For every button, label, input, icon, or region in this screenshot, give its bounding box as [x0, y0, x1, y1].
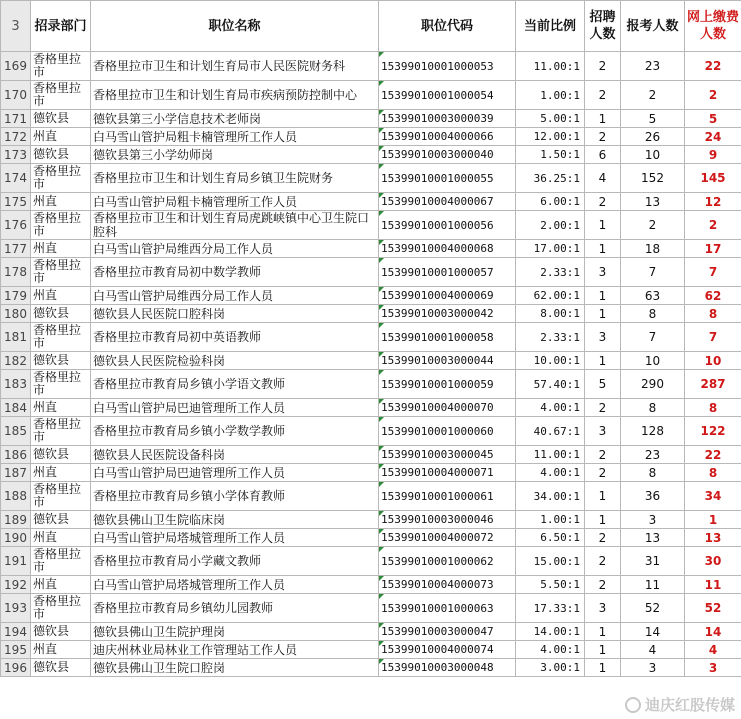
- row-number-cell[interactable]: 186: [1, 446, 31, 464]
- ratio-cell[interactable]: 8.00:1: [516, 305, 585, 323]
- dept-cell[interactable]: 香格里拉市: [31, 547, 91, 576]
- row-number-cell[interactable]: 171: [1, 110, 31, 128]
- applied-cell[interactable]: 14: [621, 623, 685, 641]
- dept-cell[interactable]: 州直: [31, 287, 91, 305]
- paid-header[interactable]: 网上缴费人数: [685, 1, 741, 52]
- title-cell[interactable]: 德钦县佛山卫生院临床岗: [91, 511, 379, 529]
- ratio-cell[interactable]: 5.50:1: [516, 576, 585, 594]
- title-cell[interactable]: 德钦县人民医院设备科岗: [91, 446, 379, 464]
- hire-cell[interactable]: 2: [585, 81, 621, 110]
- table-row: [1, 110, 741, 128]
- dept-cell[interactable]: 香格里拉市: [31, 417, 91, 446]
- paid-cell[interactable]: 52: [685, 594, 741, 623]
- title-cell[interactable]: 香格里拉市教育局小学藏文教师: [91, 547, 379, 576]
- dept-cell[interactable]: 德钦县: [31, 623, 91, 641]
- applied-cell[interactable]: 7: [621, 258, 685, 287]
- code-cell[interactable]: 15399010001000063: [379, 594, 516, 623]
- title-cell[interactable]: 白马雪山管护局巴迪管理所工作人员: [91, 399, 379, 417]
- paid-cell[interactable]: 24: [685, 128, 741, 146]
- title-cell[interactable]: 德钦县人民医院检验科岗: [91, 352, 379, 370]
- ratio-cell[interactable]: 4.00:1: [516, 464, 585, 482]
- hire-cell[interactable]: 1: [585, 110, 621, 128]
- title-cell[interactable]: 香格里拉市教育局初中英语教师: [91, 323, 379, 352]
- hire-cell[interactable]: 2: [585, 399, 621, 417]
- row-number-header[interactable]: 3: [1, 1, 31, 52]
- row-number-cell[interactable]: 195: [1, 641, 31, 659]
- ratio-cell[interactable]: 62.00:1: [516, 287, 585, 305]
- code-cell[interactable]: 15399010004000070: [379, 399, 516, 417]
- applied-cell[interactable]: 2: [621, 211, 685, 240]
- code-cell[interactable]: 15399010003000044: [379, 352, 516, 370]
- applied-cell[interactable]: 4: [621, 641, 685, 659]
- code-cell[interactable]: 15399010001000061: [379, 482, 516, 511]
- paid-cell[interactable]: 8: [685, 399, 741, 417]
- hire-cell[interactable]: 2: [585, 547, 621, 576]
- code-cell[interactable]: 15399010003000040: [379, 146, 516, 164]
- hire-cell[interactable]: 1: [585, 211, 621, 240]
- table-row: [1, 193, 741, 211]
- row-number-cell[interactable]: 193: [1, 594, 31, 623]
- hire-cell[interactable]: 1: [585, 305, 621, 323]
- dept-cell[interactable]: 德钦县: [31, 659, 91, 677]
- ratio-cell[interactable]: 15.00:1: [516, 547, 585, 576]
- title-cell[interactable]: 白马雪山管护局维西分局工作人员: [91, 287, 379, 305]
- applied-cell[interactable]: 23: [621, 446, 685, 464]
- dept-cell[interactable]: 德钦县: [31, 110, 91, 128]
- applied-cell[interactable]: 152: [621, 164, 685, 193]
- paid-cell[interactable]: 13: [685, 529, 741, 547]
- code-cell[interactable]: 15399010004000069: [379, 287, 516, 305]
- code-cell[interactable]: 15399010004000067: [379, 193, 516, 211]
- row-number-cell[interactable]: 190: [1, 529, 31, 547]
- title-cell[interactable]: 香格里拉市卫生和计划生育局市人民医院财务科: [91, 52, 379, 81]
- dept-cell[interactable]: 州直: [31, 399, 91, 417]
- title-cell[interactable]: 香格里拉市卫生和计划生育局虎跳峡镇中心卫生院口腔科: [91, 211, 379, 240]
- paid-cell[interactable]: 1: [685, 511, 741, 529]
- table-row: [1, 240, 741, 258]
- code-cell[interactable]: 15399010001000057: [379, 258, 516, 287]
- ratio-cell[interactable]: 57.40:1: [516, 370, 585, 399]
- paid-cell[interactable]: 12: [685, 193, 741, 211]
- paid-cell[interactable]: 34: [685, 482, 741, 511]
- row-number-cell[interactable]: 184: [1, 399, 31, 417]
- row-number-cell[interactable]: 185: [1, 417, 31, 446]
- table-row: [1, 417, 741, 446]
- title-cell[interactable]: 香格里拉市教育局乡镇小学体育教师: [91, 482, 379, 511]
- paid-cell[interactable]: 3: [685, 659, 741, 677]
- code-cell[interactable]: 15399010004000068: [379, 240, 516, 258]
- row-number-cell[interactable]: 187: [1, 464, 31, 482]
- applied-cell[interactable]: 23: [621, 52, 685, 81]
- ratio-cell[interactable]: 10.00:1: [516, 352, 585, 370]
- paid-cell[interactable]: 22: [685, 446, 741, 464]
- hire-cell[interactable]: 2: [585, 464, 621, 482]
- dept-cell[interactable]: 香格里拉市: [31, 482, 91, 511]
- applied-cell[interactable]: 63: [621, 287, 685, 305]
- table-row: [1, 52, 741, 81]
- paid-cell[interactable]: 8: [685, 305, 741, 323]
- title-cell[interactable]: 白马雪山管护局塔城管理所工作人员: [91, 529, 379, 547]
- paid-cell[interactable]: 9: [685, 146, 741, 164]
- title-cell[interactable]: 白马雪山管护局维西分局工作人员: [91, 240, 379, 258]
- dept-cell[interactable]: 香格里拉市: [31, 323, 91, 352]
- code-cell[interactable]: 15399010004000066: [379, 128, 516, 146]
- table-row: [1, 659, 741, 677]
- row-number-cell[interactable]: 183: [1, 370, 31, 399]
- paid-cell[interactable]: 17: [685, 240, 741, 258]
- row-number-cell[interactable]: 177: [1, 240, 31, 258]
- paid-cell[interactable]: 7: [685, 323, 741, 352]
- hire-cell[interactable]: 3: [585, 594, 621, 623]
- dept-cell[interactable]: 州直: [31, 128, 91, 146]
- watermark-text: 迪庆红股传媒: [644, 696, 735, 714]
- table-row: [1, 352, 741, 370]
- applied-cell[interactable]: 128: [621, 417, 685, 446]
- ratio-cell[interactable]: 2.33:1: [516, 258, 585, 287]
- applied-cell[interactable]: 13: [621, 193, 685, 211]
- row-number-cell[interactable]: 196: [1, 659, 31, 677]
- title-cell[interactable]: 德钦县人民医院口腔科岗: [91, 305, 379, 323]
- applied-cell[interactable]: 290: [621, 370, 685, 399]
- row-number-cell[interactable]: 191: [1, 547, 31, 576]
- code-cell[interactable]: 15399010003000048: [379, 659, 516, 677]
- ratio-cell[interactable]: 17.33:1: [516, 594, 585, 623]
- code-cell[interactable]: 15399010001000062: [379, 547, 516, 576]
- table-row: [1, 323, 741, 352]
- table-row: [1, 146, 741, 164]
- table-row: [1, 482, 741, 511]
- paid-cell[interactable]: 2: [685, 211, 741, 240]
- row-number-cell[interactable]: 176: [1, 211, 31, 240]
- ratio-cell[interactable]: 12.00:1: [516, 128, 585, 146]
- applied-cell[interactable]: 31: [621, 547, 685, 576]
- ratio-cell[interactable]: 14.00:1: [516, 623, 585, 641]
- wechat-icon: [625, 697, 641, 713]
- ratio-cell[interactable]: 6.50:1: [516, 529, 585, 547]
- dept-cell[interactable]: 州直: [31, 240, 91, 258]
- table-row: [1, 547, 741, 576]
- table-row: [1, 464, 741, 482]
- applied-cell[interactable]: 8: [621, 305, 685, 323]
- title-cell[interactable]: 白马雪山管护局巴迪管理所工作人员: [91, 464, 379, 482]
- hire-cell[interactable]: 2: [585, 193, 621, 211]
- dept-cell[interactable]: 州直: [31, 641, 91, 659]
- dept-cell[interactable]: 香格里拉市: [31, 258, 91, 287]
- ratio-cell[interactable]: 4.00:1: [516, 641, 585, 659]
- hire-cell[interactable]: 3: [585, 417, 621, 446]
- applied-cell[interactable]: 8: [621, 464, 685, 482]
- hire-cell[interactable]: 2: [585, 446, 621, 464]
- applied-cell[interactable]: 5: [621, 110, 685, 128]
- applied-cell[interactable]: 3: [621, 659, 685, 677]
- paid-cell[interactable]: 22: [685, 52, 741, 81]
- code-cell[interactable]: 15399010003000045: [379, 446, 516, 464]
- title-cell[interactable]: 白马雪山管护局粗卡楠管理所工作人员: [91, 128, 379, 146]
- ratio-cell[interactable]: 6.00:1: [516, 193, 585, 211]
- code-cell[interactable]: 15399010004000071: [379, 464, 516, 482]
- applied-cell[interactable]: 7: [621, 323, 685, 352]
- dept-cell[interactable]: 州直: [31, 529, 91, 547]
- dept-cell[interactable]: 香格里拉市: [31, 594, 91, 623]
- paid-cell[interactable]: 11: [685, 576, 741, 594]
- title-cell[interactable]: 香格里拉市教育局初中数学教师: [91, 258, 379, 287]
- code-cell[interactable]: 15399010001000055: [379, 164, 516, 193]
- paid-cell[interactable]: 287: [685, 370, 741, 399]
- ratio-cell[interactable]: 11.00:1: [516, 446, 585, 464]
- title-cell[interactable]: 德钦县第三小学信息技术老师岗: [91, 110, 379, 128]
- row-number-cell[interactable]: 182: [1, 352, 31, 370]
- code-cell[interactable]: 15399010003000039: [379, 110, 516, 128]
- title-cell[interactable]: 白马雪山管护局粗卡楠管理所工作人员: [91, 193, 379, 211]
- row-number-cell[interactable]: 194: [1, 623, 31, 641]
- table-row: [1, 529, 741, 547]
- table-row: [1, 446, 741, 464]
- title-cell[interactable]: 香格里拉市教育局乡镇小学语文教师: [91, 370, 379, 399]
- code-cell[interactable]: 15399010001000056: [379, 211, 516, 240]
- dept-cell[interactable]: 香格里拉市: [31, 164, 91, 193]
- hire-cell[interactable]: 1: [585, 511, 621, 529]
- hire-cell[interactable]: 5: [585, 370, 621, 399]
- table-row: [1, 623, 741, 641]
- row-number-cell[interactable]: 178: [1, 258, 31, 287]
- title-cell[interactable]: 德钦县佛山卫生院护理岗: [91, 623, 379, 641]
- dept-cell[interactable]: 州直: [31, 576, 91, 594]
- ratio-cell[interactable]: 1.00:1: [516, 81, 585, 110]
- code-cell[interactable]: 15399010001000058: [379, 323, 516, 352]
- paid-cell[interactable]: 7: [685, 258, 741, 287]
- code-cell[interactable]: 15399010004000072: [379, 529, 516, 547]
- title-cell[interactable]: 迪庆州林业局林业工作管理站工作人员: [91, 641, 379, 659]
- paid-cell[interactable]: 10: [685, 352, 741, 370]
- title-header[interactable]: 职位名称: [91, 1, 379, 52]
- ratio-cell[interactable]: 1.50:1: [516, 146, 585, 164]
- hire-cell[interactable]: 1: [585, 482, 621, 511]
- code-cell[interactable]: 15399010003000047: [379, 623, 516, 641]
- hire-cell[interactable]: 4: [585, 164, 621, 193]
- title-cell[interactable]: 香格里拉市教育局乡镇小学数学教师: [91, 417, 379, 446]
- applied-cell[interactable]: 2: [621, 81, 685, 110]
- dept-cell[interactable]: 德钦县: [31, 446, 91, 464]
- paid-cell[interactable]: 8: [685, 464, 741, 482]
- dept-cell[interactable]: 德钦县: [31, 305, 91, 323]
- row-number-cell[interactable]: 170: [1, 81, 31, 110]
- hire-cell[interactable]: 3: [585, 323, 621, 352]
- dept-cell[interactable]: 德钦县: [31, 511, 91, 529]
- applied-cell[interactable]: 52: [621, 594, 685, 623]
- dept-cell[interactable]: 德钦县: [31, 146, 91, 164]
- dept-cell[interactable]: 香格里拉市: [31, 81, 91, 110]
- ratio-header[interactable]: 当前比例: [516, 1, 585, 52]
- applied-cell[interactable]: 36: [621, 482, 685, 511]
- row-number-cell[interactable]: 169: [1, 52, 31, 81]
- row-number-cell[interactable]: 175: [1, 193, 31, 211]
- code-cell[interactable]: 15399010001000054: [379, 81, 516, 110]
- code-cell[interactable]: 15399010001000053: [379, 52, 516, 81]
- header-row: [1, 1, 741, 52]
- hire-cell[interactable]: 2: [585, 529, 621, 547]
- ratio-cell[interactable]: 2.33:1: [516, 323, 585, 352]
- ratio-cell[interactable]: 1.00:1: [516, 511, 585, 529]
- applied-cell[interactable]: 10: [621, 352, 685, 370]
- table-row: [1, 511, 741, 529]
- code-cell[interactable]: 15399010001000060: [379, 417, 516, 446]
- hire-cell[interactable]: 2: [585, 576, 621, 594]
- dept-cell[interactable]: 德钦县: [31, 352, 91, 370]
- title-cell[interactable]: 德钦县佛山卫生院口腔岗: [91, 659, 379, 677]
- row-number-cell[interactable]: 189: [1, 511, 31, 529]
- code-cell[interactable]: 15399010003000042: [379, 305, 516, 323]
- table-row: [1, 258, 741, 287]
- code-cell[interactable]: 15399010004000074: [379, 641, 516, 659]
- applied-cell[interactable]: 3: [621, 511, 685, 529]
- ratio-cell[interactable]: 34.00:1: [516, 482, 585, 511]
- table-row: [1, 576, 741, 594]
- hire-cell[interactable]: 1: [585, 240, 621, 258]
- row-number-cell[interactable]: 174: [1, 164, 31, 193]
- paid-cell[interactable]: 5: [685, 110, 741, 128]
- dept-cell[interactable]: 香格里拉市: [31, 370, 91, 399]
- ratio-cell[interactable]: 3.00:1: [516, 659, 585, 677]
- dept-cell[interactable]: 州直: [31, 464, 91, 482]
- applied-cell[interactable]: 13: [621, 529, 685, 547]
- row-number-cell[interactable]: 179: [1, 287, 31, 305]
- table-row: [1, 641, 741, 659]
- applied-cell[interactable]: 10: [621, 146, 685, 164]
- code-cell[interactable]: 15399010001000059: [379, 370, 516, 399]
- code-header[interactable]: 职位代码: [379, 1, 516, 52]
- ratio-cell[interactable]: 11.00:1: [516, 52, 585, 81]
- ratio-cell[interactable]: 2.00:1: [516, 211, 585, 240]
- ratio-cell[interactable]: 4.00:1: [516, 399, 585, 417]
- row-number-cell[interactable]: 173: [1, 146, 31, 164]
- watermark: [625, 694, 735, 715]
- applied-cell[interactable]: 11: [621, 576, 685, 594]
- hire-cell[interactable]: 2: [585, 52, 621, 81]
- hire-cell[interactable]: 1: [585, 623, 621, 641]
- table-row: [1, 399, 741, 417]
- table-row: [1, 370, 741, 399]
- table-row: [1, 164, 741, 193]
- applied-header[interactable]: 报考人数: [621, 1, 685, 52]
- applied-cell[interactable]: 26: [621, 128, 685, 146]
- table-row: [1, 594, 741, 623]
- hire-cell[interactable]: 6: [585, 146, 621, 164]
- paid-cell[interactable]: 30: [685, 547, 741, 576]
- paid-cell[interactable]: 4: [685, 641, 741, 659]
- dept-header[interactable]: 招录部门: [31, 1, 91, 52]
- title-cell[interactable]: 德钦县第三小学幼师岗: [91, 146, 379, 164]
- hire-cell[interactable]: 1: [585, 659, 621, 677]
- row-number-cell[interactable]: 180: [1, 305, 31, 323]
- hire-cell[interactable]: 2: [585, 128, 621, 146]
- row-number-cell[interactable]: 192: [1, 576, 31, 594]
- paid-cell[interactable]: 14: [685, 623, 741, 641]
- code-cell[interactable]: 15399010003000046: [379, 511, 516, 529]
- applied-cell[interactable]: 18: [621, 240, 685, 258]
- paid-cell[interactable]: 62: [685, 287, 741, 305]
- ratio-cell[interactable]: 17.00:1: [516, 240, 585, 258]
- ratio-cell[interactable]: 36.25:1: [516, 164, 585, 193]
- title-cell[interactable]: 香格里拉市教育局乡镇幼儿园教师: [91, 594, 379, 623]
- hire-cell[interactable]: 1: [585, 641, 621, 659]
- table-row: [1, 287, 741, 305]
- row-number-cell[interactable]: 188: [1, 482, 31, 511]
- ratio-cell[interactable]: 40.67:1: [516, 417, 585, 446]
- title-cell[interactable]: 白马雪山管护局塔城管理所工作人员: [91, 576, 379, 594]
- dept-cell[interactable]: 香格里拉市: [31, 52, 91, 81]
- hire-cell[interactable]: 1: [585, 287, 621, 305]
- row-number-cell[interactable]: 172: [1, 128, 31, 146]
- table-row: [1, 211, 741, 240]
- hire-cell[interactable]: 3: [585, 258, 621, 287]
- title-cell[interactable]: 香格里拉市卫生和计划生育局乡镇卫生院财务: [91, 164, 379, 193]
- code-cell[interactable]: 15399010004000073: [379, 576, 516, 594]
- paid-cell[interactable]: 122: [685, 417, 741, 446]
- ratio-cell[interactable]: 5.00:1: [516, 110, 585, 128]
- dept-cell[interactable]: 州直: [31, 193, 91, 211]
- applied-cell[interactable]: 8: [621, 399, 685, 417]
- table-row: [1, 128, 741, 146]
- hire-header[interactable]: 招聘人数: [585, 1, 621, 52]
- paid-cell[interactable]: 2: [685, 81, 741, 110]
- row-number-cell[interactable]: 181: [1, 323, 31, 352]
- dept-cell[interactable]: 香格里拉市: [31, 211, 91, 240]
- paid-cell[interactable]: 145: [685, 164, 741, 193]
- table-row: [1, 81, 741, 110]
- hire-cell[interactable]: 1: [585, 352, 621, 370]
- table-row: [1, 305, 741, 323]
- title-cell[interactable]: 香格里拉市卫生和计划生育局市疾病预防控制中心: [91, 81, 379, 110]
